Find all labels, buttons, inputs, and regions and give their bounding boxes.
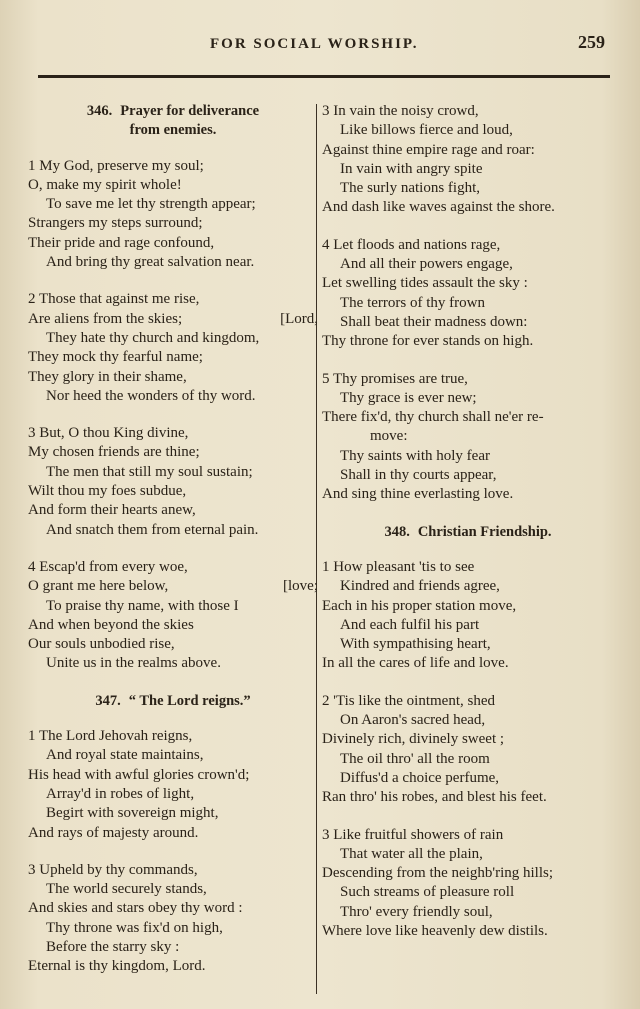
stanza <box>322 692 614 808</box>
verse-line: And royal state maintains, <box>46 747 204 764</box>
verse-line: Shall beat their madness down: <box>340 313 528 330</box>
verse-line: Array'd in robes of light, <box>46 785 195 802</box>
verse-line: In vain with angry spite <box>340 160 483 177</box>
hymn-number: 346. <box>86 103 113 119</box>
stanza <box>322 826 614 942</box>
verse-line: To save me let thy strength appear; <box>46 196 256 213</box>
hymn-347-heading <box>28 692 318 711</box>
verse-line: 3 In vain the noisy crowd, <box>322 103 479 119</box>
verse-line: And dash like waves against the shore. <box>322 199 555 216</box>
verse-line: And form their hearts anew, <box>28 502 196 519</box>
verse-line: In all the cares of life and love. <box>322 655 509 672</box>
verse-line: On Aaron's sacred head, <box>340 712 486 729</box>
stanza <box>28 861 318 977</box>
verse-line: Thy throne for ever stands on high. <box>322 333 534 350</box>
verse-line: The men that still my soul sustain; <box>46 463 253 480</box>
verse-line: And sing thine everlasting love. <box>322 486 514 503</box>
verse-line: Let swelling tides assault the sky : <box>322 275 528 292</box>
verse-line: With sympathising heart, <box>340 636 491 653</box>
verse-line: 1 How pleasant 'tis to see <box>322 558 475 575</box>
verse-text: O grant me here below, <box>28 578 169 595</box>
verse-line: And skies and stars obey thy word : <box>28 900 243 917</box>
verse-line: And each fulfil his part <box>340 616 480 633</box>
verse-line: Wilt thou my foes subdue, <box>28 483 187 500</box>
verse-line: Kindred and friends agree, <box>340 578 500 595</box>
verse-line: And rays of majesty around. <box>28 824 199 841</box>
hymn-title-cont: from enemies. <box>129 122 217 139</box>
verse-line: They glory in their shame, <box>28 368 187 385</box>
verse-line: Eternal is thy kingdom, Lord. <box>28 958 206 975</box>
right-column <box>322 102 614 941</box>
verse-line: Before the starry sky : <box>46 938 180 955</box>
verse-line: The oil thro' all the room <box>340 750 490 767</box>
verse-line: And when beyond the skies <box>28 616 194 633</box>
verse-line: Thy grace is ever new; <box>340 389 477 406</box>
hymn-number: 348. <box>384 523 410 540</box>
stanza <box>28 157 318 273</box>
stanza <box>28 290 318 406</box>
verse-line: 3 Like fruitful showers of rain <box>322 826 504 843</box>
header-rule <box>38 75 610 78</box>
verse-line: Ran thro' his robes, and blest his feet. <box>322 789 547 806</box>
verse-line: Their pride and rage confound, <box>28 234 215 251</box>
verse-text: Are aliens from the skies; <box>28 310 183 327</box>
hymn-348-heading <box>322 523 614 542</box>
verse-line: 4 Let floods and nations rage, <box>322 236 501 253</box>
verse-line: And bring thy great salvation near. <box>46 254 255 271</box>
verse-line: The terrors of thy frown <box>340 294 485 311</box>
stanza <box>322 558 614 674</box>
stanza <box>322 370 614 505</box>
verse-line: O, make my spirit whole! <box>28 176 182 193</box>
verse-line: The surly nations fight, <box>340 180 480 197</box>
verse-line <box>28 577 318 596</box>
verse-line <box>28 310 318 329</box>
verse-line: Thro' every friendly soul, <box>340 903 493 920</box>
stanza <box>322 102 614 218</box>
verse-line: Divinely rich, divinely sweet ; <box>322 731 505 748</box>
verse-line: Against thine empire rage and roar: <box>322 141 535 158</box>
verse-line: That water all the plain, <box>340 845 483 862</box>
verse-line: 5 Thy promises are true, <box>322 370 468 387</box>
verse-line: Descending from the neighb'ring hills; <box>322 865 553 882</box>
verse-line: Nor heed the wonders of thy word. <box>46 387 256 404</box>
verse-line: And snatch them from eternal pain. <box>46 521 259 538</box>
hymn-title: Prayer for deliverance <box>120 103 260 119</box>
verse-line: 4 Escap'd from every woe, <box>28 558 188 575</box>
verse-carryover: [Lord, <box>280 310 318 327</box>
verse-line: Such streams of pleasure roll <box>340 884 515 901</box>
verse-line: The world securely stands, <box>46 881 207 898</box>
verse-line: His head with awful glories crown'd; <box>28 766 250 783</box>
verse-line: Shall in thy courts appear, <box>340 467 497 484</box>
stanza <box>28 424 318 540</box>
verse-line: move: <box>370 428 408 445</box>
verse-line: To praise thy name, with those I <box>46 597 239 614</box>
verse-line: Like billows fierce and loud, <box>340 122 513 139</box>
verse-line: Where love like heavenly dew distils. <box>322 922 548 939</box>
stanza <box>28 727 318 843</box>
verse-line: There fix'd, thy church shall ne'er re- <box>322 409 544 426</box>
page-number: 259 <box>578 32 605 52</box>
verse-line: My chosen friends are thine; <box>28 444 200 461</box>
verse-line: Thy throne was fix'd on high, <box>46 919 223 936</box>
verse-line: Our souls unbodied rise, <box>28 636 175 653</box>
verse-line: 2 'Tis like the ointment, shed <box>322 692 495 709</box>
verse-line: Begirt with sovereign might, <box>46 805 219 822</box>
verse-line: Each in his proper station move, <box>322 597 517 614</box>
hymn-346-heading <box>28 102 318 141</box>
verse-line: 1 My God, preserve my soul; <box>28 157 204 174</box>
verse-line: 2 Those that against me rise, <box>28 291 200 308</box>
verse-line: And all their powers engage, <box>340 256 513 273</box>
hymn-number: 347. <box>95 692 121 709</box>
verse-line: 3 But, O thou King divine, <box>28 425 189 442</box>
verse-line: Unite us in the realms above. <box>46 655 221 672</box>
verse-line: Thy saints with holy fear <box>340 447 490 464</box>
hymn-title: Christian Friendship. <box>417 523 552 540</box>
verse-line: Diffus'd a choice perfume, <box>340 769 500 786</box>
verse-line: 1 The Lord Jehovah reigns, <box>28 728 193 745</box>
stanza <box>322 236 614 352</box>
verse-line: They mock thy fearful name; <box>28 349 203 366</box>
verse-carryover: [love; <box>283 578 318 595</box>
left-column <box>28 102 318 977</box>
hymn-title: “ The Lord reigns.” <box>128 692 251 709</box>
running-header: FOR SOCIAL WORSHIP. <box>210 36 419 52</box>
verse-line: 3 Upheld by thy commands, <box>28 861 198 878</box>
stanza <box>28 558 318 674</box>
verse-line: They hate thy church and kingdom, <box>46 329 260 346</box>
verse-line: Strangers my steps surround; <box>28 215 203 232</box>
